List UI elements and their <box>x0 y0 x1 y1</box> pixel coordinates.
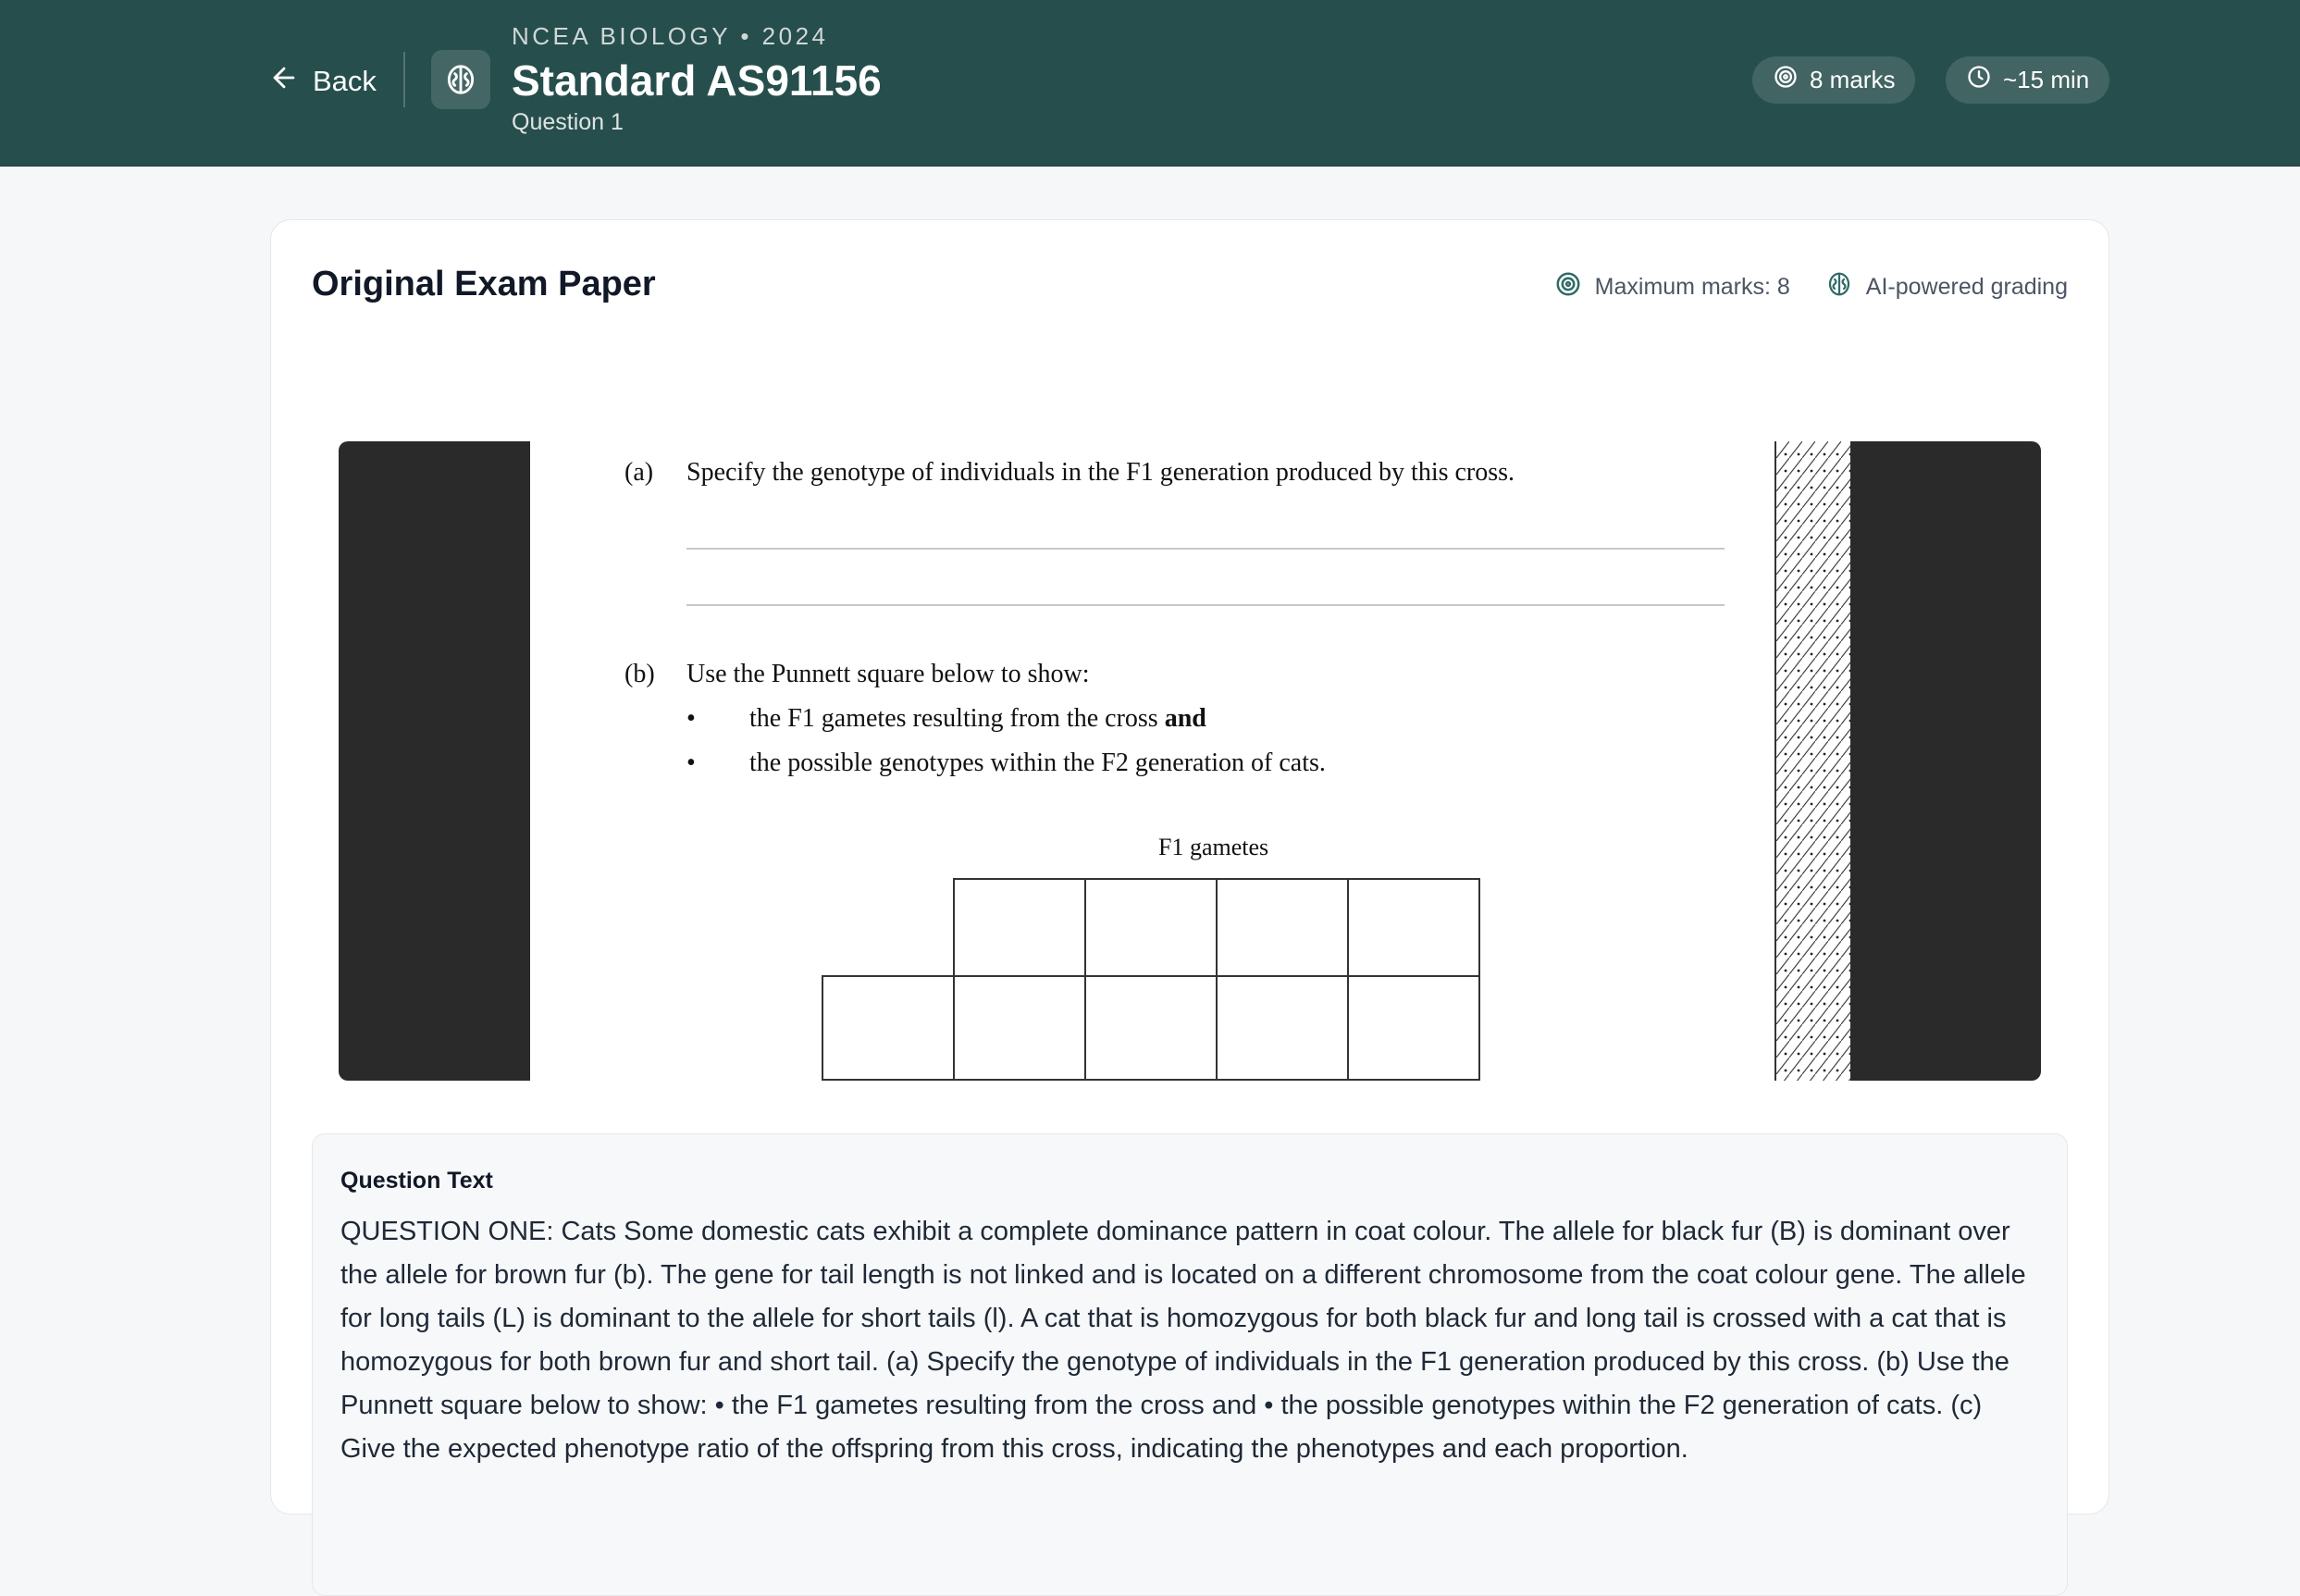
clock-icon <box>1966 64 1992 96</box>
bullet-marker: • <box>686 749 696 777</box>
subject-eyebrow: NCEA BIOLOGY • 2024 <box>512 22 829 50</box>
scan-margin-right <box>1850 441 2041 1081</box>
back-button[interactable] <box>268 59 377 104</box>
brain-icon <box>431 50 490 109</box>
time-label: ~15 min <box>2003 66 2090 93</box>
punnett-cell <box>822 975 955 1081</box>
bullet-2: the possible genotypes within the F2 generation of cats. <box>749 749 1326 777</box>
punnett-cell <box>1347 878 1480 977</box>
top-bar <box>0 0 2300 167</box>
punnett-cell <box>1347 975 1480 1081</box>
marks-badge <box>1752 56 1915 104</box>
arrow-left-icon <box>268 62 300 101</box>
scan-margin-left <box>339 441 530 1081</box>
target-icon <box>1773 64 1799 96</box>
part-a-label: (a) <box>624 458 654 487</box>
target-icon <box>1554 270 1582 304</box>
question-text-body: QUESTION ONE: Cats Some domestic cats exhibit a complete dominance pattern in coat colour. The allele for black fur (B) is dominant over the allele for brown fur (b). The gene for tail length is not linked and is located on a different chromosome from the coat colour gene. The allele for long tails (L) is dominant to the allele for short tails (l). A cat that is homozygous for both black fur and long tail is crossed with a cat that is homozygous for both brown fur and short tail. (a) Specify the genotype of individuals in the F1 generation produced by this cross. (b) Use the Punnett square below to show: • the F1 gametes resulting from the cross and • the possible genotypes within the F2 generation of cats. (c) Give the expected phenotype ratio of the offspring from this cross, indicating the phenotypes and each proportion. <box>340 1217 2026 1464</box>
question-text-panel <box>312 1133 2068 1596</box>
punnett-label: F1 gametes <box>1158 834 1269 860</box>
question-text-heading: Question Text <box>340 1168 493 1194</box>
exam-scan-image <box>339 441 2041 1081</box>
brain-icon <box>1825 270 1853 304</box>
scan-binding-pattern <box>1774 441 1850 1081</box>
marks-label: 8 marks <box>1810 66 1896 93</box>
bullet-marker: • <box>686 704 696 733</box>
punnett-cell <box>1084 975 1218 1081</box>
card-meta <box>1554 270 2068 304</box>
punnett-cell <box>953 878 1086 977</box>
punnett-cell <box>1084 878 1218 977</box>
header-divider <box>403 52 405 107</box>
part-b-text: Use the Punnett square below to show: <box>686 660 1090 688</box>
grading-label: AI-powered grading <box>1865 274 2068 300</box>
question-number: Question 1 <box>512 109 624 135</box>
answer-line <box>686 548 1725 550</box>
punnett-cell <box>1216 878 1349 977</box>
page-title: Standard AS91156 <box>512 56 882 105</box>
part-b-label: (b) <box>624 660 655 688</box>
answer-line <box>686 604 1725 606</box>
back-label: Back <box>313 65 377 97</box>
max-marks-label: Maximum marks: 8 <box>1594 274 1790 300</box>
time-badge <box>1946 56 2109 104</box>
exam-paper-card <box>270 219 2109 1515</box>
card-title: Original Exam Paper <box>312 265 656 303</box>
part-a-text: Specify the genotype of individuals in the F1 generation produced by this cross. <box>686 458 1515 487</box>
punnett-cell <box>953 975 1086 1081</box>
bullet-1: the F1 gametes resulting from the cross and <box>749 704 1206 733</box>
punnett-cell <box>1216 975 1349 1081</box>
